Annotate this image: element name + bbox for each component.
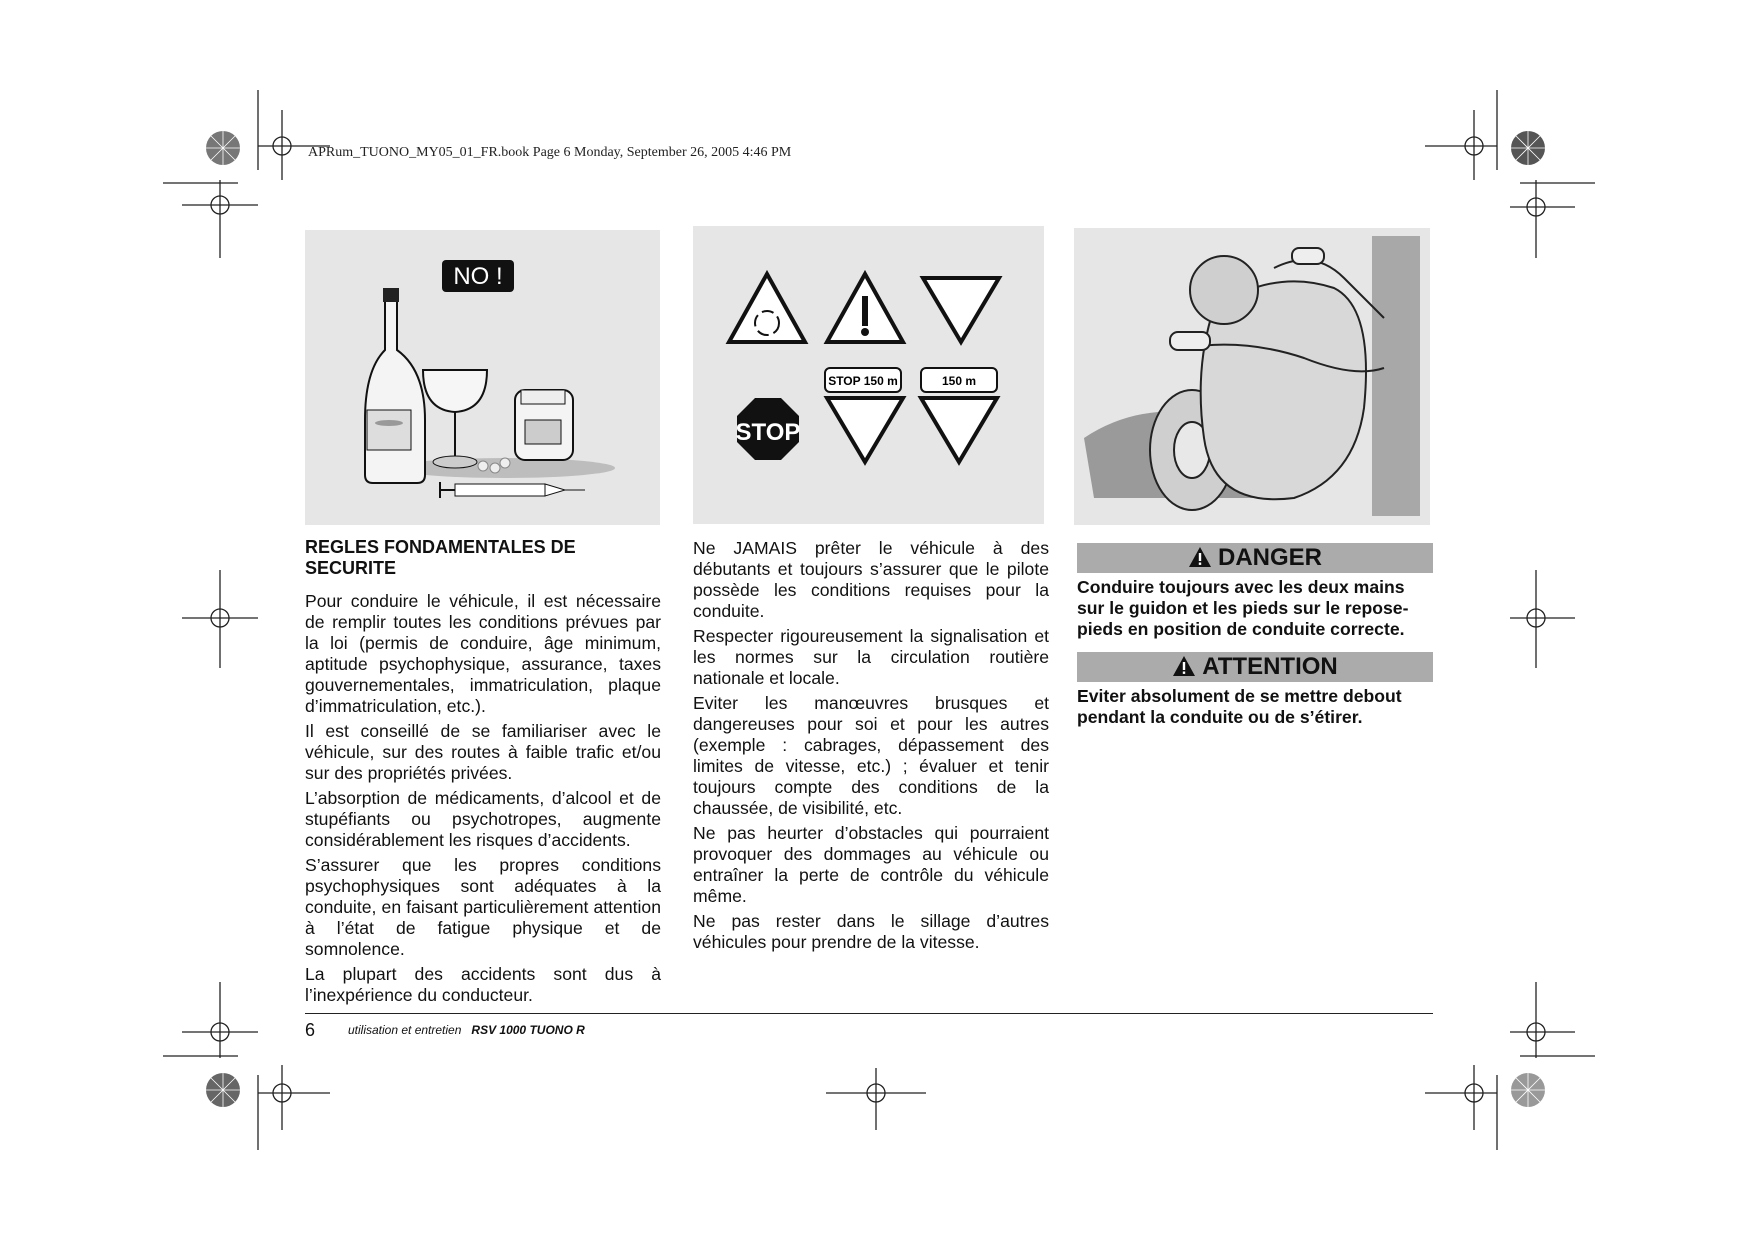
attention-text: Eviter absolument de se mettre debout pendant la conduite ou de s’étirer. xyxy=(1077,686,1402,727)
paragraph: Il est conseillé de se familiariser avec le véhicule, sur des routes à faible trafic et/ou sur des propriétés privées. xyxy=(305,721,661,783)
attention-label: ATTENTION xyxy=(1202,653,1338,680)
road-signs-illustration xyxy=(693,226,1044,524)
plate-150: 150 m xyxy=(941,374,977,388)
paragraph: Ne pas rester dans le sillage d’autres véhicules pour prendre de la vitesse. xyxy=(693,911,1049,952)
no-badge-text: NO ! xyxy=(453,263,503,290)
stop-sign-text: STOP xyxy=(735,419,801,446)
warning-triangle-icon xyxy=(1188,546,1212,568)
paragraph: Ne JAMAIS prêter le véhicule à des débutants et toujours s’assurer que le pilote possède les conditions requises pour la conduite. xyxy=(693,538,1049,621)
danger-banner xyxy=(1077,543,1433,573)
danger-label: DANGER xyxy=(1217,544,1322,571)
warning-triangle-icon xyxy=(1172,655,1196,677)
footer-manual: utilisation et entretien xyxy=(348,1023,462,1037)
paragraph: L’absorption de médicaments, d’alcool et de stupéfiants ou psychotropes, augmente considérablement les risques d’accidents. xyxy=(305,788,661,850)
attention-banner xyxy=(1077,652,1433,682)
paragraph: Ne pas heurter d’obstacles qui pourraient provoquer des dommages au véhicule ou entraîner la perte de contrôle du véhicule même. xyxy=(693,823,1049,906)
footer-model: RSV 1000 TUONO R xyxy=(471,1023,585,1037)
paragraph: Respecter rigoureusement la signalisation et les normes sur la circulation routière nationale et locale. xyxy=(693,626,1049,688)
figure-alcohol-drugs xyxy=(305,230,660,525)
page-number: 6 xyxy=(305,1020,316,1040)
column-1 xyxy=(305,537,661,1010)
paragraph: S’assurer que les propres conditions psychophysiques sont adéquates à la conduite, en faisant particulièrement attention à l’état de fatigue physique et de somnolence. xyxy=(305,855,661,959)
danger-text: Conduire toujours avec les deux mains sur le guidon et les pieds sur le repose-pieds en position de conduite correcte. xyxy=(1077,577,1409,639)
column-2 xyxy=(693,538,1049,957)
paragraph: Pour conduire le véhicule, il est nécessaire de remplir toutes les conditions prévues par la loi (permis de conduire, âge minimum, aptitude psychophysique, assurance, taxes gouvernementales, immatriculation, plaque d’immatriculation, etc.). xyxy=(305,591,661,716)
paragraph: Eviter les manœuvres brusques et dangereuses pour soi et pour les autres (exemple : cabrages, dépassement des limites de vitesse, etc.) ; évaluer et tenir toujours compte des conditions de la chaussée, de visibilité, etc. xyxy=(693,693,1049,818)
plate-stop-150: STOP 150 m xyxy=(828,374,898,388)
figure-rider xyxy=(1074,228,1430,525)
footer-rule xyxy=(305,1013,1433,1014)
section-heading: REGLES FONDAMENTALES DE SECURITE xyxy=(305,537,576,578)
column-3 xyxy=(1077,543,1433,740)
page-header: APRum_TUONO_MY05_01_FR.book Page 6 Monday, September 26, 2005 4:46 PM xyxy=(308,145,792,160)
rider-illustration xyxy=(1074,228,1430,525)
footer-text xyxy=(348,1023,585,1037)
paragraph: La plupart des accidents sont dus à l’inexpérience du conducteur. xyxy=(305,964,661,1005)
figure-road-signs xyxy=(693,226,1044,524)
alcohol-drugs-illustration xyxy=(305,230,660,525)
